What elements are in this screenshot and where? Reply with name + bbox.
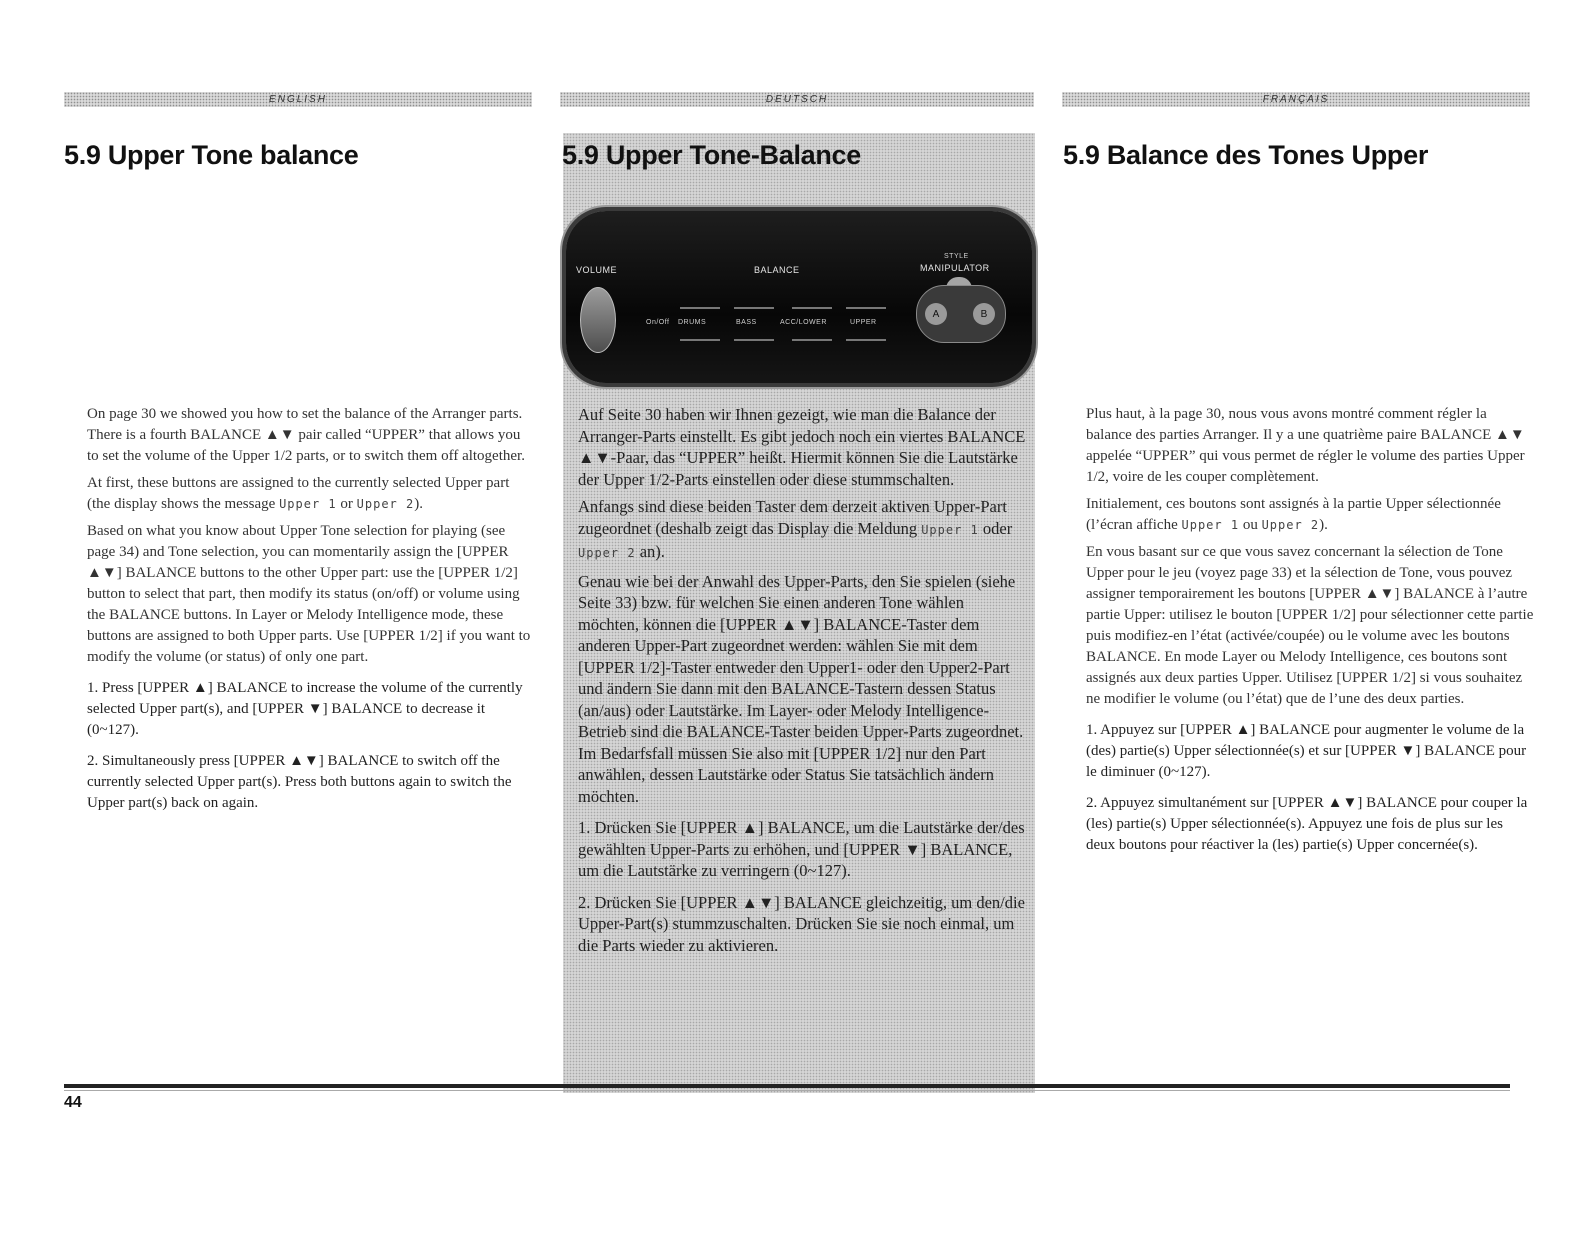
english-step-2: 2. Simultaneously press [UPPER ▲▼] BALANCE to switch off the currently selected Upper part(s). Press both buttons again to switch the Upper part(s) back on again. — [87, 753, 512, 811]
german-p2-text-b: oder — [978, 518, 1013, 538]
bass-label: BASS — [736, 319, 757, 326]
english-column — [87, 404, 535, 820]
heading-german: 5.9 Upper Tone-Balance — [562, 140, 861, 170]
lcd-upper1: Upper 1 — [1181, 518, 1240, 532]
english-p2-text-a: At first, these buttons are assigned to the currently selected Upper part (the display shows the message — [87, 475, 510, 512]
acc-lower-label: ACC/LOWER — [780, 319, 827, 326]
language-label-english: ENGLISH — [269, 94, 327, 105]
french-paragraph-2 — [1086, 494, 1534, 536]
english-p2-text-b: or — [336, 496, 357, 512]
upper-slider-low-icon — [846, 339, 886, 341]
lcd-upper2: Upper 2 — [1261, 518, 1320, 532]
french-step-2: 2. Appuyez simultanément sur [UPPER ▲▼] BALANCE pour couper la (les) partie(s) Upper sélectionnée(s). Appuyez une fois de plus sur les deux boutons pour réactiver la (les) partie(s) Upper concernée(s). — [1086, 795, 1528, 853]
upper-slider-icon — [846, 307, 886, 309]
language-bar-french — [1062, 92, 1530, 107]
acc-lower-slider-icon — [792, 307, 832, 309]
english-paragraph-3: Based on what you know about Upper Tone selection for playing (see page 34) and Tone selection, you can momentarily assign the [UPPER ▲▼] BALANCE buttons to the other Upper part: use the [UPPER 1/2] button to select that part, then modify its status (on/off) or volume using the BALANCE buttons. In Layer or Melody Intelligence mode, these buttons are assigned to both Upper parts. Use [UPPER 1/2] if you want to modify the volume (or status) of only one part. — [87, 523, 531, 665]
language-bar-english — [64, 92, 532, 107]
on-off-label: On/Off — [646, 319, 670, 326]
language-label-french: FRANÇAIS — [1262, 94, 1330, 105]
german-p2-text-c: an). — [635, 542, 665, 561]
french-column — [1086, 404, 1534, 862]
english-step-1: 1. Press [UPPER ▲] BALANCE to increase the volume of the currently selected Upper part(s), and [UPPER ▼] BALANCE to decrease it (0~127). — [87, 680, 523, 738]
german-paragraph-3: Genau wie bei der Anwahl des Upper-Parts, den Sie spielen (siehe Seite 33) bzw. für welchen Sie einen anderen Tone wählen möchten, können die [UPPER ▲▼] BALANCE-Taster dem anderen Upper-Part zugeordnet werden: wählen Sie mit dem [UPPER 1/2]-Taster entweder den Upper1- oder den Upper2-Part und ändern Sie dann mit den BALANCE-Tastern dessen Status (an/aus) oder Lautstärke. Im Layer- oder Melody Intelligence-Betrieb sind die BALANCE-Taster beiden Upper-Parts zugeordnet. Im Bedarfsfall müssen Sie also mit [UPPER 1/2] nur den Part anwählen, dessen Lautstärke oder Status Sie tatsächlich ändern möchten. — [578, 571, 1024, 806]
volume-label: VOLUME — [576, 265, 618, 275]
lcd-upper1: Upper 1 — [279, 497, 337, 511]
drums-label: DRUMS — [678, 319, 707, 326]
a-button-icon: A — [925, 303, 947, 325]
heading-french: 5.9 Balance des Tones Upper — [1063, 140, 1429, 170]
french-p2-text-c: ). — [1319, 517, 1328, 533]
drums-slider-low-icon — [680, 339, 720, 341]
style-label: STYLE — [944, 253, 969, 260]
lcd-upper1: Upper 1 — [921, 522, 979, 537]
english-paragraph-1: On page 30 we showed you how to set the balance of the Arranger parts. There is a fourth BALANCE ▲▼ pair called “UPPER” that allows you to set the volume of the Upper 1/2 parts, or to switch them off altogether. — [87, 406, 525, 464]
acc-lower-slider-low-icon — [792, 339, 832, 341]
french-p2-text-b: ou — [1239, 517, 1262, 533]
bass-slider-low-icon — [734, 339, 774, 341]
balance-panel-illustration — [566, 211, 1032, 383]
french-step-1: 1. Appuyez sur [UPPER ▲] BALANCE pour augmenter le volume de la (des) partie(s) Upper sélectionnée(s) et sur [UPPER ▼] BALANCE pour le diminuer (0~127). — [1086, 722, 1527, 780]
lcd-upper2: Upper 2 — [356, 497, 415, 511]
french-paragraph-1: Plus haut, à la page 30, nous vous avons montré comment régler la balance des parties Arranger. Il y a une quatrième paire BALANCE ▲▼ appelée “UPPER” qui vous permet de régler le volume des parties Upper 1/2, voire de les couper complètement. — [1086, 406, 1525, 485]
german-step-1: 1. Drücken Sie [UPPER ▲] BALANCE, um die Lautstärke der/des gewählten Upper-Parts zu erhöhen, und [UPPER ▼] BALANCE, um die Lautstärke zu verringern (0~127). — [578, 818, 1025, 880]
lcd-upper2: Upper 2 — [578, 546, 636, 560]
french-p2-text-a: Initialement, ces boutons sont assignés à la partie Upper sélectionnée (l’écran affiche — [1086, 496, 1501, 533]
upper-label: UPPER — [850, 319, 877, 326]
drums-slider-icon — [680, 307, 720, 309]
language-bar-german — [560, 92, 1034, 107]
manipulator-label: MANIPULATOR — [920, 263, 990, 273]
german-paragraph-2 — [578, 496, 1028, 565]
german-column — [578, 404, 1028, 962]
french-paragraph-3: En vous basant sur ce que vous savez concernant la sélection de Tone Upper pour le jeu (voyez page 33) et la sélection de Tone, vous pouvez assigner temporairement les boutons [UPPER ▲▼] BALANCE à l’autre partie Upper: utilisez le bouton [UPPER 1/2] pour sélectionner cette partie puis modifiez-en l’état (activée/coupée) ou le volume avec les boutons BALANCE. En mode Layer ou Melody Intelligence, ces boutons sont assignés aux deux parties Upper. Utilisez [UPPER 1/2] si vous souhaitez ne modifier le volume (ou l’état) que de l’une des deux parties. — [1086, 544, 1534, 707]
language-label-german: DEUTSCH — [765, 94, 829, 105]
english-p2-text-c: ). — [414, 496, 423, 512]
english-paragraph-2 — [87, 473, 535, 515]
german-step-2: 2. Drücken Sie [UPPER ▲▼] BALANCE gleichzeitig, um den/die Upper-Part(s) stummzuschalten. Drücken Sie sie noch einmal, um die Parts wieder zu aktivieren. — [578, 892, 1025, 955]
b-button-icon: B — [973, 303, 995, 325]
footer-rule-thin — [64, 1090, 1510, 1091]
heading-english: 5.9 Upper Tone balance — [64, 140, 359, 170]
footer-rule — [64, 1084, 1510, 1088]
volume-rocker-icon — [580, 287, 616, 353]
german-p2-text-a: Anfangs sind diese beiden Taster dem derzeit aktiven Upper-Part zugeordnet (deshalb zeigt das Display die Meldung — [578, 497, 1007, 538]
balance-label: BALANCE — [754, 265, 800, 275]
ab-button-pad — [916, 285, 1006, 343]
german-paragraph-1: Auf Seite 30 haben wir Ihnen gezeigt, wie man die Balance der Arranger-Parts einstellt. Es gibt jedoch noch ein viertes BALANCE ▲▼-Paar, das “UPPER” heißt. Hiermit können Sie die Lautstärke der Upper 1/2-Parts einstellen oder diese stummschalten. — [578, 405, 1026, 489]
bass-slider-icon — [734, 307, 774, 309]
page-number: 44 — [64, 1094, 82, 1111]
